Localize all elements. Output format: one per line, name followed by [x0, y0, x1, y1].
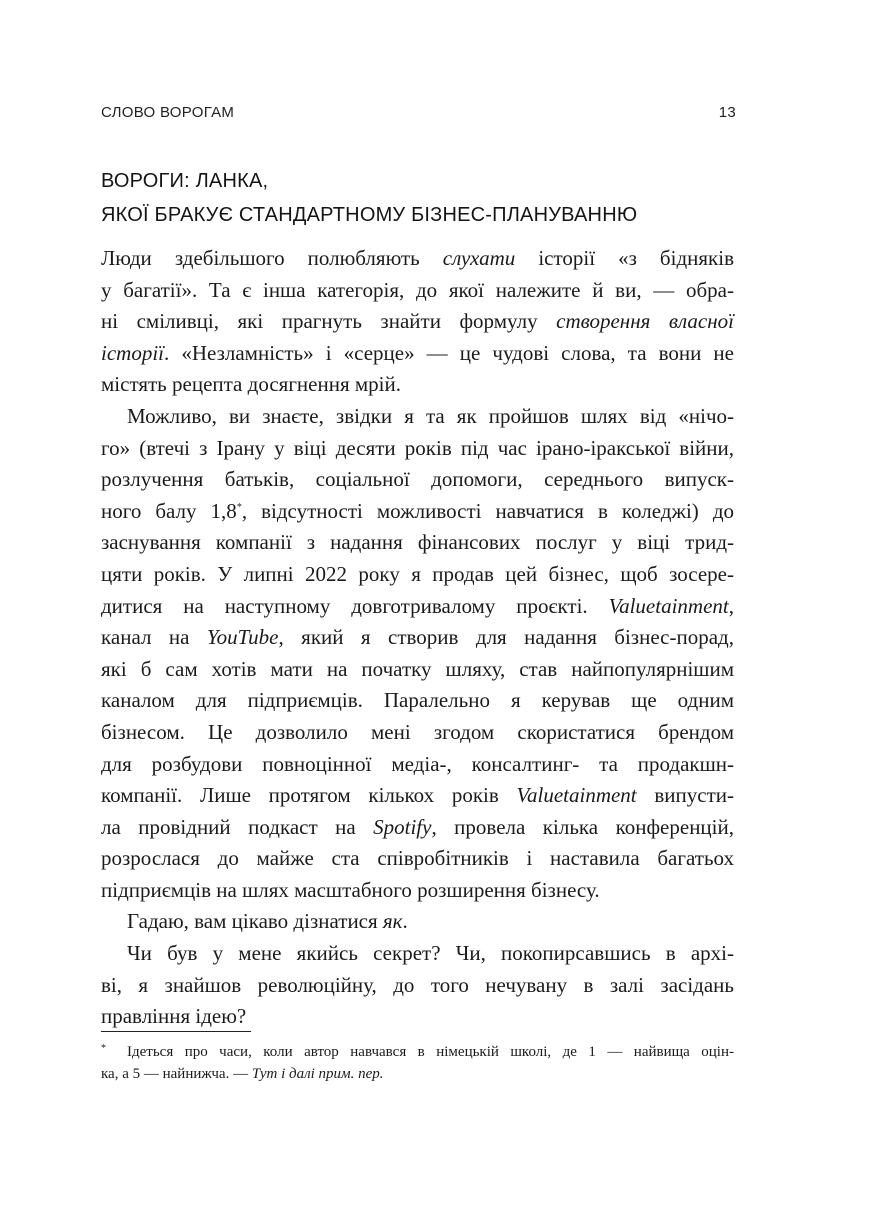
paragraph-1-line: ні сміливці, які прагнуть знайти формулу створення власної: [101, 309, 734, 334]
page-number: 13: [718, 104, 736, 121]
paragraph-2-line: бізнесом. Це дозволило мені згодом скористатися брендом: [101, 719, 734, 744]
footnote-marker: *: [101, 1043, 106, 1054]
footnote: [101, 1041, 734, 1085]
paragraph-2-line: цяти років. У липні 2022 року я продав цей бізнес, щоб зосере-: [101, 561, 734, 586]
running-head: [101, 104, 736, 121]
emphasis: YouTube: [206, 625, 279, 650]
paragraph-2-line: розрослася до майже ста співробітників і наставила багатьох: [101, 846, 734, 871]
paragraph-4-line: Чи був у мене якийсь секрет? Чи, покопирсавшись в архі-: [127, 941, 734, 966]
paragraph-2-line: Можливо, ви знаєте, звідки я та як пройшов шлях від «нічо-: [127, 403, 734, 428]
emphasis: Тут і далі прим. пер.: [251, 1066, 384, 1082]
paragraph-2-line: го» (втечі з Ірану у віці десяти років під час ірано-іракської війни,: [101, 435, 734, 460]
paragraph-1-line: у багатії». Та є інша категорія, до якої належите й ви, — обра-: [101, 277, 734, 302]
section-title: [101, 164, 741, 232]
paragraph-2-line: для розбудови повноцінної медіа-, консалтинг- та продакшн-: [101, 751, 734, 776]
emphasis: як: [382, 909, 403, 934]
paragraph-4-line: правління ідею?: [101, 1004, 247, 1029]
section-title-line-2: ЯКОЇ БРАКУЄ СТАНДАРТНОМУ БІЗНЕС-ПЛАНУВАННЮ: [101, 204, 638, 226]
paragraph-2-line: які б сам хотів мати на початку шляху, став найпопулярнішим: [101, 656, 734, 681]
paragraph-2-line: розлучення батьків, соціальної допомоги, середнього випуск-: [101, 467, 734, 492]
paragraph-2-line: дитися на наступному довготривалому проєкті. Valuetainment,: [101, 593, 734, 618]
footnote-line-1: Ідеться про часи, коли автор навчався в німецькій школі, де 1 — найвища оцін-: [127, 1044, 734, 1060]
emphasis: слухати: [442, 246, 516, 270]
paragraph-4-line: ві, я знайшов революційну, до того нечувану в залі засідань: [101, 972, 734, 997]
paragraph-1-line: Люди здебільшого полюбляють слухати історії «з бідняків: [101, 246, 734, 270]
emphasis: Valuetainment: [516, 783, 637, 808]
footnote-divider: [101, 1031, 251, 1032]
paragraph-1-line: історії. «Незламність» і «серце» — це чудові слова, та вони не: [101, 340, 734, 365]
emphasis: історії: [101, 340, 164, 365]
footnote-reference: *: [236, 501, 242, 513]
paragraph-2-line: канал на YouTube, який я створив для надання бізнес-порад,: [101, 625, 734, 650]
emphasis: Valuetainment: [608, 593, 729, 618]
emphasis: Spotify: [373, 814, 432, 839]
paragraph-2-line: ного балу 1,8*, відсутності можливості навчатися в коледжі) до: [101, 498, 734, 523]
running-title: СЛОВО ВОРОГАМ: [101, 104, 235, 121]
body-text: [101, 243, 734, 1033]
paragraph-3-line: Гадаю, вам цікаво дізнатися як.: [127, 909, 408, 934]
paragraph-2-line: компанії. Лише протягом кількох років Valuetainment випусти-: [101, 783, 735, 808]
paragraph-2-line: ла провідний подкаст на Spotify, провела кілька конференцій,: [101, 814, 734, 839]
paragraph-1-line: містять рецепта досягнення мрій.: [101, 372, 401, 397]
paragraph-2-line: заснування компанії з надання фінансових послуг у віці трид-: [101, 530, 734, 555]
section-title-line-1: ВОРОГИ: ЛАНКА,: [101, 170, 269, 192]
paragraph-2-line: підприємців на шлях масштабного розширення бізнесу.: [101, 877, 600, 902]
emphasis: створення власної: [556, 309, 734, 334]
footnote-line-2: ка, а 5 — найнижча. — Тут і далі прим. пер.: [101, 1066, 384, 1082]
paragraph-2-line: каналом для підприємців. Паралельно я керував ще одним: [101, 688, 734, 713]
